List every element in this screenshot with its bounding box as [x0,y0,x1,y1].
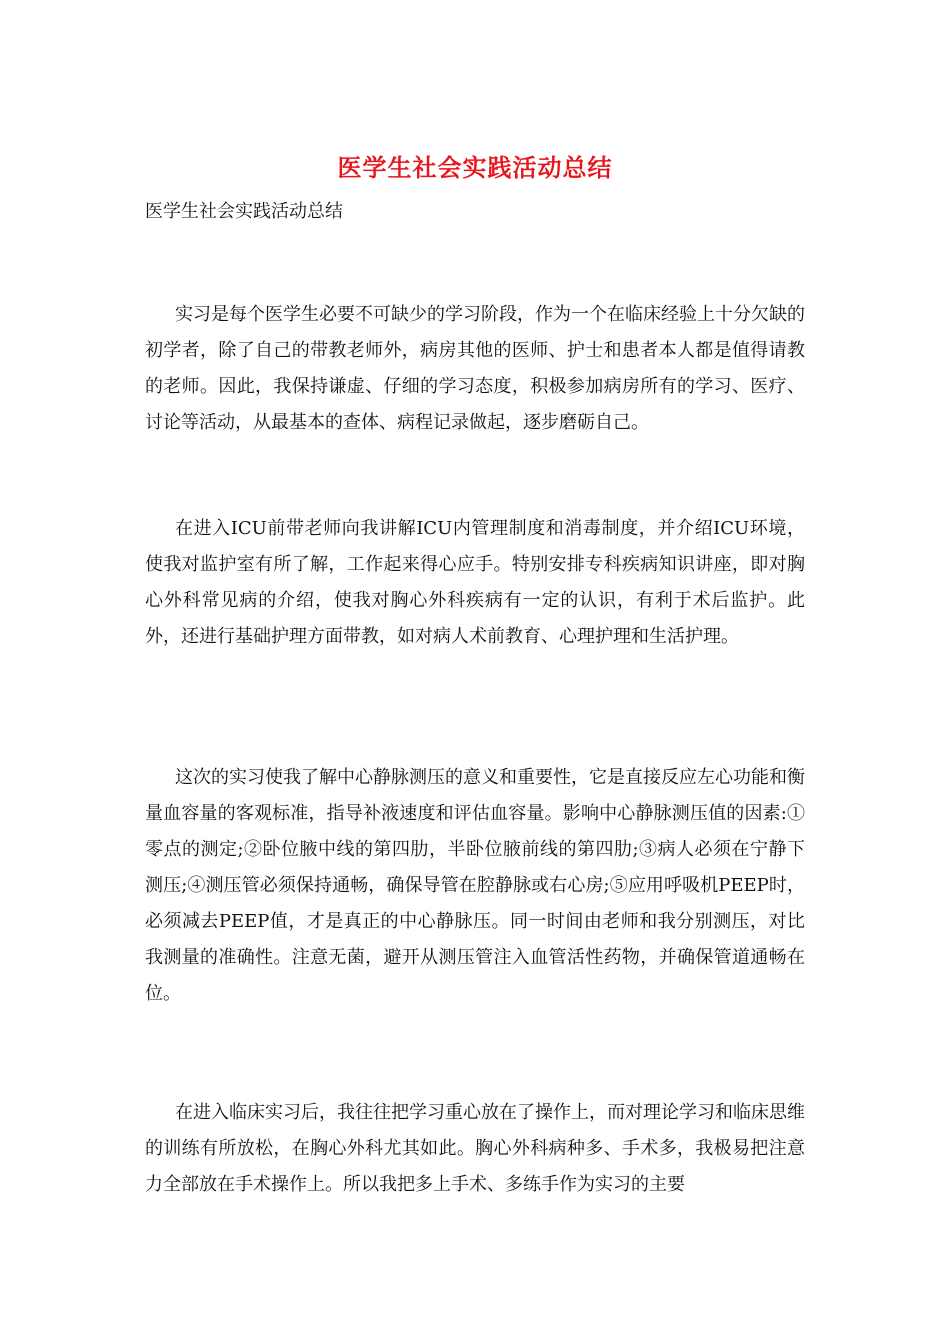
paragraph-4: 在进入临床实习后，我往往把学习重心放在了操作上，而对理论学习和临床思维的训练有所放松，在胸心外科尤其如此。胸心外科病种多、手术多，我极易把注意力全部放在手术操作上。所以我把多上手术、多练手作为实习的主要 [145,1102,805,1195]
paragraph-2: 在进入ICU前带老师向我讲解ICU内管理制度和消毒制度，并介绍ICU环境，使我对监护室有所了解，工作起来得心应手。特别安排专科疾病知识讲座，即对胸心外科常见病的介绍，使我对胸心外科疾病有一定的认识，有利于术后监护。此外，还进行基础护理方面带教，如对病人术前教育、心理护理和生活护理。 [145,518,805,647]
document-subtitle: 医学生社会实践活动总结 [145,201,343,222]
paragraph-3: 这次的实习使我了解中心静脉测压的意义和重要性，它是直接反应左心功能和衡量血容量的客观标准，指导补液速度和评估血容量。影响中心静脉测压值的因素:①零点的测定;②卧位腋中线的第四肋，半卧位腋前线的第四肋;③病人必须在宁静下测压;④测压管必须保持通畅，确保导管在腔静脉或右心房;⑤应用呼吸机PEEP时，必须减去PEEP值，才是真正的中心静脉压。同一时间由老师和我分别测压，对比我测量的准确性。注意无菌，避开从测压管注入血管活性药物，并确保管道通畅在位。 [145,767,805,1004]
paragraph-1: 实习是每个医学生必要不可缺少的学习阶段，作为一个在临床经验上十分欠缺的初学者，除了自己的带教老师外，病房其他的医师、护士和患者本人都是值得请教的老师。因此，我保持谦虚、仔细的学习态度，积极参加病房所有的学习、医疗、讨论等活动，从最基本的查体、病程记录做起，逐步磨砺自己。 [145,304,805,433]
document-title: 医学生社会实践活动总结 [337,153,613,182]
